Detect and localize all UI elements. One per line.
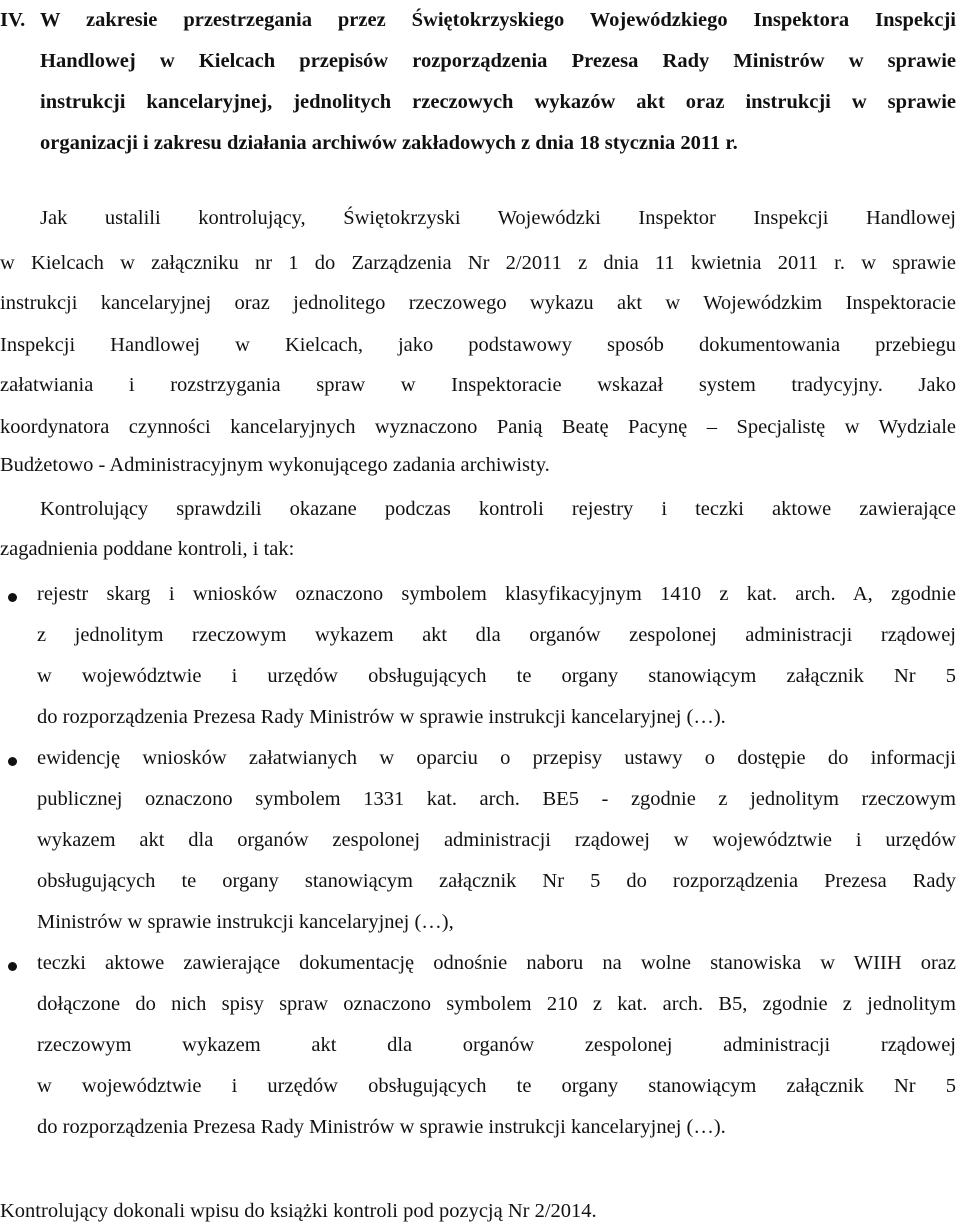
list-item-line: w województwie i urzędów obsługujących te organy stanowiącym załącznik Nr 5 [37,665,956,687]
paragraph-line: Inspekcji Handlowej w Kielcach, jako podstawowy sposób dokumentowania przebiegu [0,334,956,356]
list-item-line: do rozporządzenia Prezesa Rady Ministrów w sprawie instrukcji kancelaryjnej (…). [37,1116,726,1138]
heading-line: organizacji i zakresu działania archiwów zakładowych z dnia 18 stycznia 2011 r. [40,132,738,154]
list-item-line: teczki aktowe zawierające dokumentację odnośnie naboru na wolne stanowiska w WIIH oraz [37,952,956,974]
heading-line: instrukcji kancelaryjnej, jednolitych rzeczowych wykazów akt oraz instrukcji w sprawie [40,91,956,113]
list-item-line: z jednolitym rzeczowym wykazem akt dla organów zespolonej administracji rządowej [37,624,956,646]
paragraph-line: Jak ustalili kontrolujący, Świętokrzyski Wojewódzki Inspektor Inspekcji Handlowej [40,207,956,229]
bullet-icon [8,962,17,971]
list-item-line: ewidencję wniosków załatwianych w oparciu o przepisy ustawy o dostępie do informacji [37,747,956,769]
paragraph-line: w Kielcach w załączniku nr 1 do Zarządzenia Nr 2/2011 z dnia 11 kwietnia 2011 r. w sprawie [0,252,956,274]
heading-line: IV. W zakresie przestrzegania przez Świętokrzyskiego Wojewódzkiego Inspektora Inspekcji [0,0,956,41]
list-item-line: dołączone do nich spisy spraw oznaczono symbolem 210 z kat. arch. B5, zgodnie z jednolitym [37,993,956,1015]
list-item-line: do rozporządzenia Prezesa Rady Ministrów w sprawie instrukcji kancelaryjnej (…). [37,706,726,728]
list-item-line: rzeczowym wykazem akt dla organów zespolonej administracji rządowej [37,1034,956,1056]
paragraph-line: Budżetowo - Administracyjnym wykonującego zadania archiwisty. [0,454,550,476]
list-item-line: wykazem akt dla organów zespolonej administracji rządowej w województwie i urzędów [37,829,956,851]
paragraph-line: zagadnienia poddane kontroli, i tak: [0,538,295,560]
paragraph-line: Kontrolujący sprawdzili okazane podczas kontroli rejestry i teczki aktowe zawierające [40,498,956,520]
paragraph-line: koordynatora czynności kancelaryjnych wyznaczono Panią Beatę Pacynę – Specjalistę w Wydziale [0,416,956,438]
paragraph-line: załatwiania i rozstrzygania spraw w Inspektoracie wskazał system tradycyjny. Jako [0,374,956,396]
list-item-line: Ministrów w sprawie instrukcji kancelaryjnej (…), [37,911,454,933]
bullet-icon [8,593,17,602]
paragraph-line: instrukcji kancelaryjnej oraz jednolitego rzeczowego wykazu akt w Wojewódzkim Inspektoracie [0,292,956,314]
list-item-line: w województwie i urzędów obsługujących te organy stanowiącym załącznik Nr 5 [37,1075,956,1097]
closing-statement: Kontrolujący dokonali wpisu do książki kontroli pod pozycją Nr 2/2014. [0,1200,597,1222]
section-number: IV. [0,9,26,31]
list-item-line: obsługujących te organy stanowiącym załącznik Nr 5 do rozporządzenia Prezesa Rady [37,870,956,892]
heading-line: Handlowej w Kielcach przepisów rozporządzenia Prezesa Rady Ministrów w sprawie [40,50,956,72]
list-item-line: rejestr skarg i wniosków oznaczono symbolem klasyfikacyjnym 1410 z kat. arch. A, zgodnie [37,583,956,605]
list-item-line: publicznej oznaczono symbolem 1331 kat. arch. BE5 - zgodnie z jednolitym rzeczowym [37,788,956,810]
bullet-icon [8,757,17,766]
